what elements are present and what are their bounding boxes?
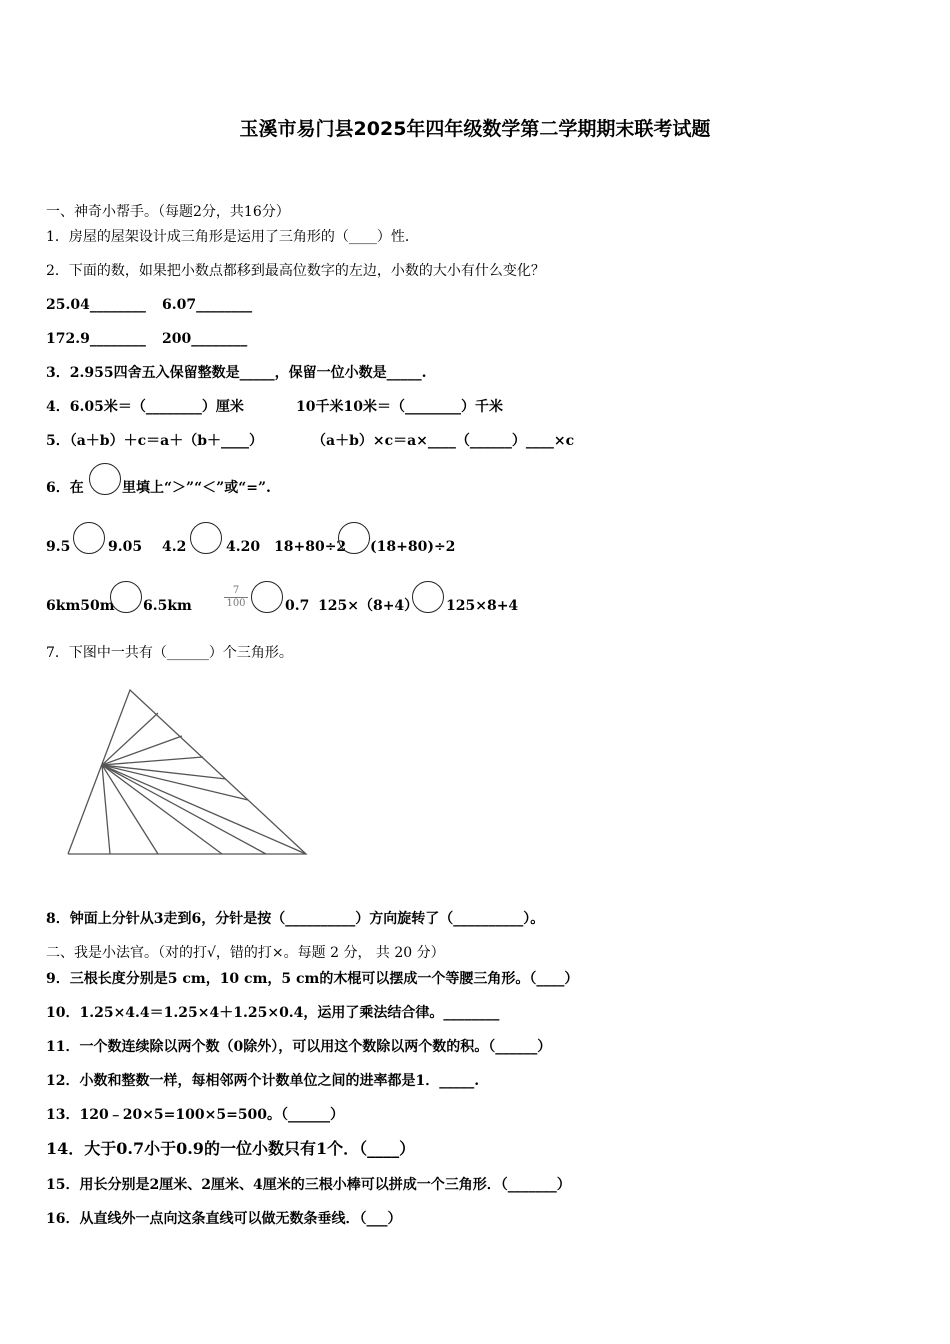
ray-line <box>102 765 110 854</box>
question-12: 12．小数和整数一样，每相邻两个计数单位之间的进率都是1．_____. <box>46 1073 480 1089</box>
q6-r1-a: 9.5 <box>46 539 71 555</box>
ray-line <box>102 757 203 765</box>
q6-r1-c: 4.2 <box>162 539 187 555</box>
q6-r2-a: 6km50m <box>46 598 115 614</box>
section1-heading: 一、神奇小帮手。（每题2分，共16分） <box>46 204 290 220</box>
question-3: 3．2.955四舍五入保留整数是_____，保留一位小数是_____. <box>46 365 427 381</box>
question-11: 11．一个数连续除以两个数（0除外），可以用这个数除以两个数的积。（______） <box>46 1039 552 1055</box>
question-4a: 4．6.05米＝（________）厘米 <box>46 399 244 415</box>
question-13: 13．120﹣20×5=100×5=500。（______） <box>46 1107 345 1123</box>
question-1: 1．房屋的屋架设计成三角形是运用了三角形的（____）性． <box>46 229 419 245</box>
question-4b: 10千米10米＝（________）千米 <box>296 399 503 415</box>
question-15: 15．用长分别是2厘米、2厘米、4厘米的三根小棒可以拼成一个三角形．（_______） <box>46 1177 571 1193</box>
section2-heading: 二、我是小法官。（对的打√，错的打×。每题 2 分， 共 20 分） <box>46 945 445 961</box>
outer-triangle <box>68 690 306 854</box>
question-5a: 5．（a＋b）＋c＝a＋（b＋____） <box>46 433 263 449</box>
question-14: 14．大于0.7小于0.9的一位小数只有1个．（____） <box>46 1139 416 1158</box>
ray-line <box>102 765 226 779</box>
ray-line <box>102 765 248 800</box>
q2-item-2: 6.07________ <box>162 297 253 313</box>
question-6-prefix: 6．在 <box>46 480 84 496</box>
question-6-suffix: 里填上“＞”“＜”或“=”. <box>122 480 271 496</box>
question-10: 10．1.25×4.4＝1.25×4＋1.25×0.4，运用了乘法结合律。________ <box>46 1005 500 1021</box>
ray-line <box>102 736 182 765</box>
ray-line <box>102 765 266 854</box>
q6-r1-d: 4.20 <box>226 539 261 555</box>
question-8: 8．钟面上分针从3走到6，分针是按（__________）方向旋转了（__________）。 <box>46 911 545 927</box>
q6-r1-e: 18+80÷2 <box>274 539 347 555</box>
compare-circle[interactable] <box>110 581 142 613</box>
q6-r2-e: 125×8+4 <box>446 598 519 614</box>
compare-circle[interactable] <box>338 522 370 554</box>
compare-circle[interactable] <box>73 522 105 554</box>
question-5b: （a＋b）×c＝a×____（______）____×c <box>312 433 575 449</box>
q6-r1-f: (18+80)÷2 <box>370 539 456 555</box>
page-title: 玉溪市易门县2025年四年级数学第二学期期末联考试题 <box>239 118 711 140</box>
q6-r2-b: 6.5km <box>143 598 192 614</box>
compare-circle[interactable] <box>412 581 444 613</box>
question-9: 9．三根长度分别是5 cm，10 cm，5 cm的木棍可以摆成一个等腰三角形。（____） <box>46 971 579 987</box>
fraction-denominator: 100 <box>226 598 246 609</box>
question-16: 16．从直线外一点向这条直线可以做无数条垂线．（___） <box>46 1211 402 1227</box>
q2-item-4: 200________ <box>162 331 248 347</box>
fraction-7-100 <box>224 585 248 610</box>
ray-line <box>102 765 158 854</box>
q2-item-1: 25.04________ <box>46 297 146 313</box>
question-7: 7．下图中一共有（______）个三角形。 <box>46 645 293 661</box>
compare-circle-example <box>89 463 121 495</box>
q2-item-3: 172.9________ <box>46 331 146 347</box>
q6-r1-b: 9.05 <box>108 539 143 555</box>
compare-circle[interactable] <box>251 581 283 613</box>
question-2: 2．下面的数，如果把小数点都移到最高位数字的左边，小数的大小有什么变化？ <box>46 263 545 279</box>
q6-r2-c: 0.7 <box>285 598 310 614</box>
compare-circle[interactable] <box>190 522 222 554</box>
q6-r2-d: 125×（8+4） <box>318 598 419 614</box>
fraction-numerator: 7 <box>224 585 248 598</box>
ray-line <box>102 713 158 765</box>
triangle-figure <box>60 682 310 860</box>
